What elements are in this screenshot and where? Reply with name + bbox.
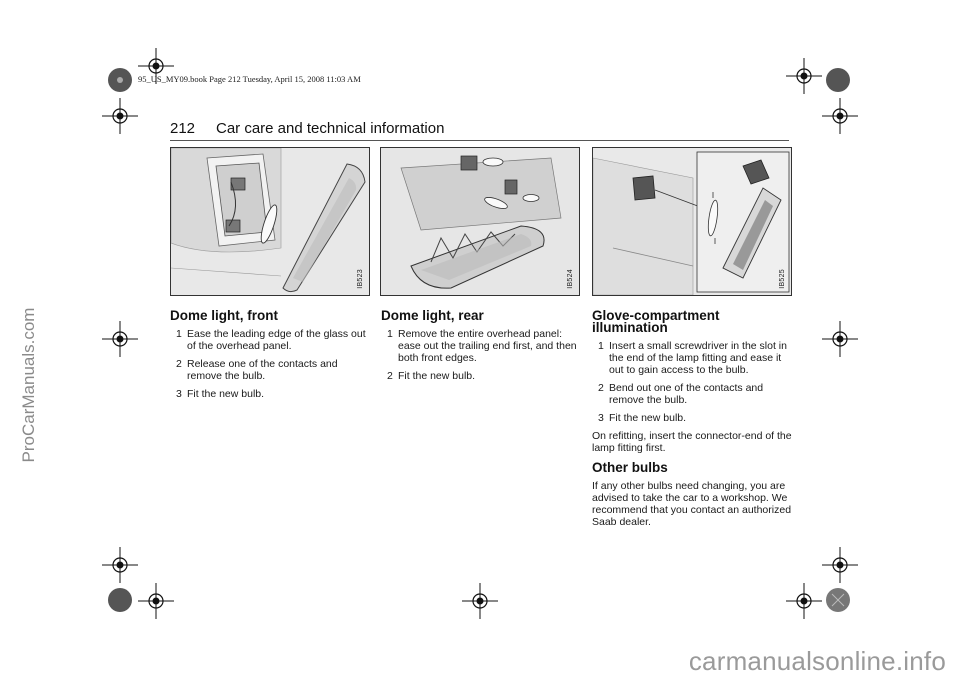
registration-crosshair-icon [462,583,498,619]
step-text: Ease the leading edge of the glass out of the overhead panel. [187,328,366,352]
glove-compartment-light-illustration [593,148,791,295]
header-rule [170,140,789,141]
figure-dome-light-front [170,147,370,296]
section-dome-light-front [170,310,370,406]
registration-crosshair-icon [102,98,138,134]
step-text: Fit the new bulb. [398,370,476,382]
side-watermark-text: ProCarManuals.com [19,307,38,463]
registration-crosshair-icon [822,321,858,357]
section-heading: Dome light, front [170,308,278,323]
step-item [170,358,370,382]
registration-crosshair-icon [786,583,822,619]
dome-light-front-illustration [171,148,369,295]
page-title: Car care and technical information [216,120,445,137]
figure-code: IB523 [357,269,364,289]
figure-code: IB525 [779,269,786,289]
registration-crosshair-icon [102,547,138,583]
refit-note: On refitting, insert the connector-end of the lamp fitting first. [592,430,792,454]
step-text: Fit the new bulb. [187,388,265,400]
step-item [170,328,370,352]
registration-crosshair-icon [822,98,858,134]
registration-dot-icon [823,585,853,615]
side-watermark [6,185,52,585]
registration-crosshair-icon [786,58,822,94]
step-item [592,412,792,424]
step-number: 1 [598,340,604,352]
other-bulbs-text: If any other bulbs need changing, you are advised to take the car to a workshop. We recommend that you contact an authorized Saab dealer. [592,480,792,528]
section-glove-compartment [592,310,792,536]
page-header [170,120,790,140]
step-number: 2 [176,358,182,370]
section-heading: Dome light, rear [381,308,484,323]
step-number: 1 [387,328,393,340]
figure-code: IB524 [567,269,574,289]
page-number: 212 [170,120,196,137]
registration-crosshair-icon [822,547,858,583]
registration-dot-icon [105,65,135,95]
step-text: Insert a small screwdriver in the slot in the end of the lamp fitting and ease it out to gain access to the bulb. [609,340,787,376]
figure-glove-compartment-light [592,147,792,296]
book-info: 95_US_MY09.book Page 212 Tuesday, April 15, 2008 11:03 AM [138,74,361,84]
step-item [592,340,792,376]
section-heading: Glove-compartment illumination [592,308,720,335]
step-number: 2 [598,382,604,394]
step-item [381,328,581,364]
step-number: 2 [387,370,393,382]
section-heading-other-bulbs: Other bulbs [592,460,668,475]
registration-crosshair-icon [138,48,174,84]
step-number: 3 [176,388,182,400]
step-text: Bend out one of the contacts and remove the bulb. [609,382,764,406]
registration-crosshair-icon [138,583,174,619]
step-text: Fit the new bulb. [609,412,687,424]
step-item [381,370,581,382]
figure-dome-light-rear [380,147,580,296]
bottom-watermark: carmanualsonline.info [688,646,946,676]
section-dome-light-rear [381,310,581,388]
step-item [592,382,792,406]
dome-light-rear-illustration [381,148,579,295]
step-number: 3 [598,412,604,424]
step-text: Remove the entire overhead panel: ease out the trailing end first, and then both front edges. [398,328,577,364]
step-text: Release one of the contacts and remove the bulb. [187,358,338,382]
registration-crosshair-icon [102,321,138,357]
step-item [170,388,370,400]
registration-dot-icon [105,585,135,615]
registration-dot-icon [823,65,853,95]
step-number: 1 [176,328,182,340]
